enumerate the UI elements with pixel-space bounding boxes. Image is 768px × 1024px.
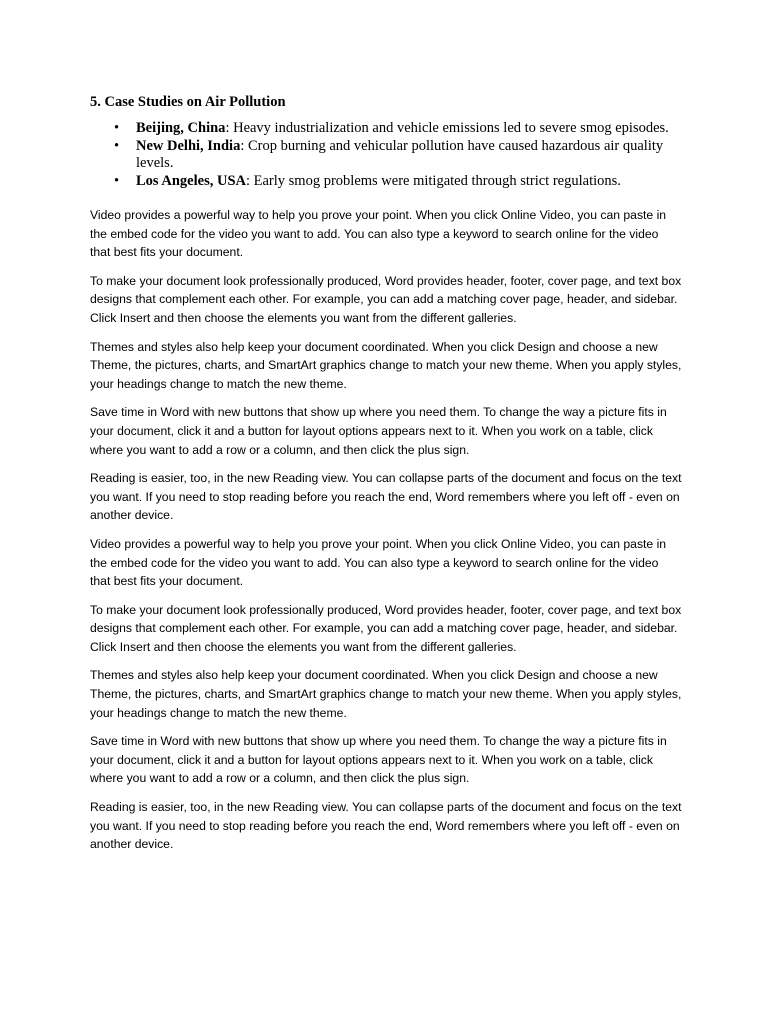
case-description: : Crop burning and vehicular pollution have caused hazardous air quality levels.: [136, 137, 664, 171]
document-page: [90, 93, 682, 864]
case-description: : Heavy industrialization and vehicle emissions led to severe smog episodes.: [225, 120, 669, 136]
body-paragraph: Themes and styles also help keep your document coordinated. When you click Design and choose a new Theme, the pictures, charts, and SmartArt graphics change to match your new theme. When you apply styles, your headings change to match the new theme.: [90, 668, 682, 720]
bullet-icon: •: [114, 172, 120, 189]
body-paragraph: Themes and styles also help keep your document coordinated. When you click Design and choose a new Theme, the pictures, charts, and SmartArt graphics change to match your new theme. When you apply styles, your headings change to match the new theme.: [90, 339, 682, 391]
bullet-icon: •: [114, 137, 120, 154]
body-paragraph: To make your document look professionally produced, Word provides header, footer, cover page, and text box designs that complement each other. For example, you can add a matching cover page, header, and sidebar. Click Insert and then choose the elements you want from the different galleries.: [90, 273, 682, 325]
body-paragraph: Video provides a powerful way to help you prove your point. When you click Online Video, you can paste in the embed code for the video you want to add. You can also type a keyword to search online for the video that best fits your document.: [90, 536, 667, 589]
list-item: [114, 137, 682, 173]
case-city: New Delhi, India: [136, 137, 241, 154]
body-paragraph: Reading is easier, too, in the new Reading view. You can collapse parts of the document and focus on the text you want. If you need to stop reading before you reach the end, Word remembers where you left off - even on another device.: [90, 800, 682, 852]
list-item: [114, 172, 682, 191]
body-paragraph: To make your document look professionally produced, Word provides header, footer, cover page, and text box designs that complement each other. For example, you can add a matching cover page, header, and sidebar. Click Insert and then choose the elements you want from the different galleries.: [90, 602, 682, 654]
list-item: [114, 120, 682, 138]
case-city: Los Angeles, USA: [136, 172, 246, 189]
bullet-icon: •: [114, 120, 120, 136]
body-paragraph: Video provides a powerful way to help you prove your point. When you click Online Video, you can paste in the embed code for the video you want to add. You can also type a keyword to search online for the video that best fits your document.: [90, 208, 667, 260]
body-paragraph: Save time in Word with new buttons that show up where you need them. To change the way a picture fits in your document, click it and a button for layout options appears next to it. When you work on a table, click where you want to add a row or a column, and then click the plus sign.: [90, 405, 667, 457]
body-paragraph: Reading is easier, too, in the new Reading view. You can collapse parts of the document and focus on the text you want. If you need to stop reading before you reach the end, Word remembers where you left off - even on another device.: [90, 471, 682, 523]
case-study-list: [90, 120, 682, 190]
case-city: Beijing, China: [136, 120, 226, 136]
section-heading: 5. Case Studies on Air Pollution: [90, 94, 286, 110]
body-paragraph: Save time in Word with new buttons that show up where you need them. To change the way a picture fits in your document, click it and a button for layout options appears next to it. When you work on a table, click where you want to add a row or a column, and then click the plus sign.: [90, 734, 667, 786]
case-description: : Early smog problems were mitigated through strict regulations.: [245, 172, 621, 189]
